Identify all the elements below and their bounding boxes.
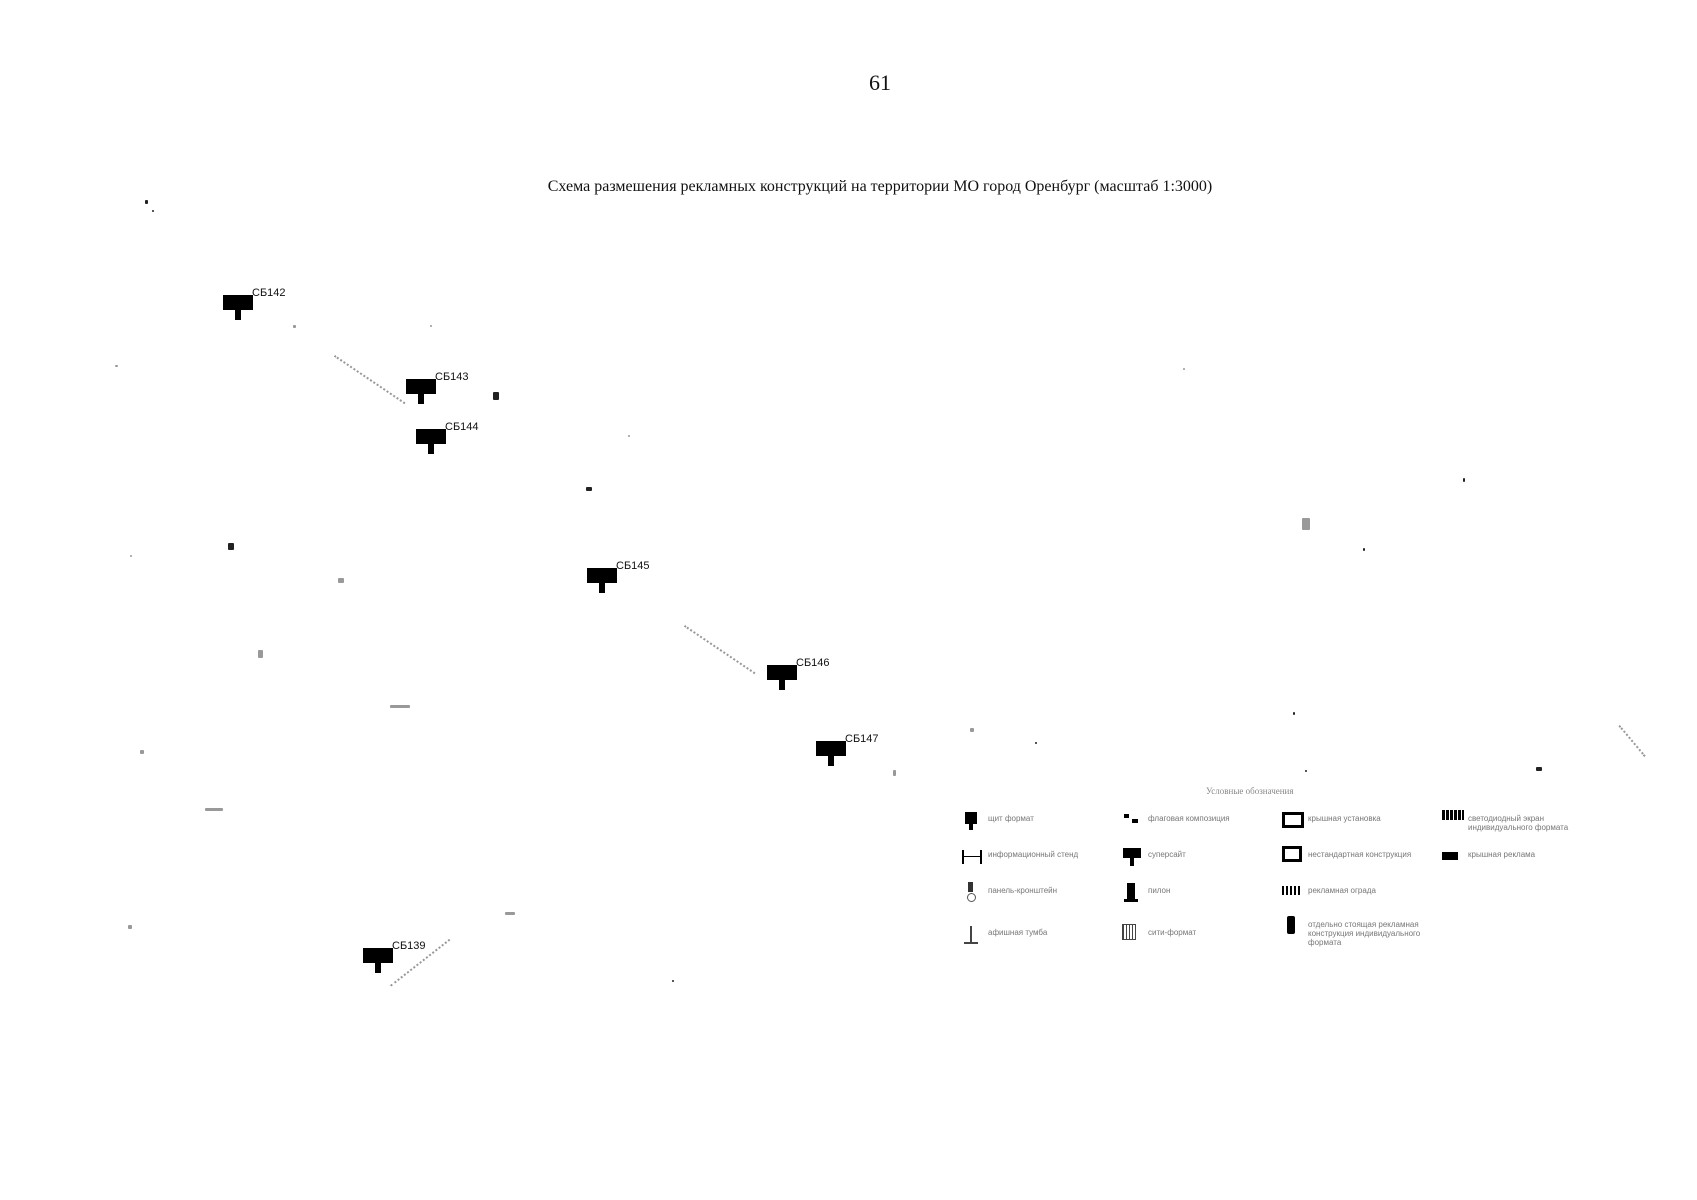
- legend-label: крышная установка: [1308, 814, 1381, 823]
- marker-post: [235, 310, 241, 320]
- map-speck: [115, 365, 118, 367]
- legend-item: [962, 924, 1122, 954]
- map-speck: [1463, 478, 1465, 482]
- flag-composition-icon: [1122, 810, 1140, 832]
- map-speck: [1363, 548, 1365, 551]
- billboard-marker[interactable]: [363, 940, 453, 980]
- map-speck: [628, 435, 630, 437]
- legend-item: [962, 810, 1122, 840]
- legend-item: [1282, 846, 1442, 876]
- map-speck: [586, 487, 592, 491]
- legend-item: [1282, 882, 1442, 912]
- map-speck: [145, 200, 148, 204]
- map-speck: [258, 650, 263, 658]
- legend-item: [962, 846, 1122, 876]
- bracket-panel-icon: [962, 882, 980, 904]
- street-label: [334, 355, 406, 404]
- marker-post: [599, 583, 605, 593]
- roof-ad-icon: [1442, 846, 1460, 868]
- map-speck: [1183, 368, 1185, 370]
- legend-item: [1282, 810, 1442, 840]
- legend-label: крышная реклама: [1468, 850, 1536, 859]
- legend-item: [1122, 924, 1282, 954]
- map-speck: [338, 578, 344, 583]
- supersite-icon: [1122, 846, 1140, 868]
- legend-label: суперсайт: [1148, 850, 1186, 859]
- billboard-marker[interactable]: [416, 421, 506, 461]
- billboard-marker[interactable]: [587, 560, 677, 600]
- legend-item: [962, 882, 1122, 912]
- legend-label: панель-кронштейн: [988, 886, 1058, 895]
- billboard-icon: [962, 810, 980, 832]
- legend-label: нестандартная конструкция: [1308, 850, 1412, 859]
- billboard-icon: [416, 429, 446, 444]
- legend-label: рекламная ограда: [1308, 886, 1376, 895]
- marker-post: [428, 444, 434, 454]
- legend: [960, 786, 1620, 966]
- legend-item: [1282, 916, 1442, 960]
- street-label: [684, 625, 756, 674]
- billboard-marker[interactable]: [767, 657, 857, 697]
- marker-label: СБ142: [252, 287, 286, 299]
- map-speck: [1536, 767, 1542, 771]
- map-speck: [430, 325, 432, 327]
- billboard-icon: [767, 665, 797, 680]
- billboard-icon: [816, 741, 846, 756]
- marker-post: [375, 963, 381, 973]
- street-label: [1618, 725, 1645, 757]
- map-speck: [505, 912, 515, 915]
- legend-item: [1122, 810, 1282, 840]
- map-speck: [128, 925, 132, 929]
- marker-post: [418, 394, 424, 404]
- legend-item: [1122, 846, 1282, 876]
- poster-column-icon: [962, 924, 980, 946]
- billboard-marker[interactable]: [816, 733, 906, 773]
- billboard-marker[interactable]: [223, 287, 313, 327]
- billboard-icon: [223, 295, 253, 310]
- info-stand-icon: [962, 850, 982, 864]
- map-speck: [672, 980, 674, 982]
- legend-label: афишная тумба: [988, 928, 1048, 937]
- map-title: Схема размешения рекламных конструкций на территории МО город Оренбург (масштаб 1:3000): [547, 178, 1213, 195]
- legend-label: сити-формат: [1148, 928, 1197, 937]
- city-format-icon: [1122, 924, 1136, 940]
- page-number: 61: [869, 70, 891, 95]
- marker-label: СБ145: [616, 560, 650, 572]
- legend-label: информационный стенд: [988, 850, 1079, 859]
- marker-label: СБ147: [845, 733, 879, 745]
- map-speck: [390, 705, 410, 708]
- map-speck: [140, 750, 144, 754]
- marker-label: СБ143: [435, 371, 469, 383]
- legend-label: пилон: [1148, 886, 1171, 895]
- map-speck: [152, 210, 154, 212]
- nonstandard-construction-icon: [1282, 846, 1302, 862]
- legend-label: щит формат: [988, 814, 1034, 823]
- legend-label: светодиодный экран индивидуального формата: [1468, 814, 1569, 832]
- ad-fence-icon: [1282, 886, 1300, 895]
- legend-label: отдельно стоящая рекламная конструкция индивидуального формата: [1308, 920, 1421, 947]
- map-speck: [1293, 712, 1295, 715]
- map-speck: [1035, 742, 1037, 744]
- marker-label: СБ146: [796, 657, 830, 669]
- individual-format-icon: [1282, 916, 1300, 938]
- legend-label: флаговая композиция: [1148, 814, 1230, 823]
- legend-item: [1122, 882, 1282, 912]
- map-speck: [205, 808, 223, 811]
- roof-installation-icon: [1282, 812, 1304, 828]
- map-speck: [130, 555, 132, 557]
- marker-label: СБ144: [445, 421, 479, 433]
- billboard-icon: [406, 379, 436, 394]
- map-speck: [1302, 518, 1310, 530]
- marker-label: СБ139: [392, 940, 426, 952]
- billboard-icon: [587, 568, 617, 583]
- map-speck: [228, 543, 234, 550]
- marker-post: [779, 680, 785, 690]
- pylon-icon: [1122, 882, 1140, 904]
- billboard-icon: [363, 948, 393, 963]
- billboard-marker[interactable]: [406, 371, 496, 411]
- legend-item: [1442, 846, 1602, 876]
- led-screen-icon: [1442, 810, 1464, 820]
- map-speck: [1305, 770, 1307, 772]
- map-speck: [970, 728, 974, 732]
- marker-post: [828, 756, 834, 766]
- legend-title: Условные обозначения: [1206, 786, 1294, 796]
- legend-item: [1442, 810, 1602, 840]
